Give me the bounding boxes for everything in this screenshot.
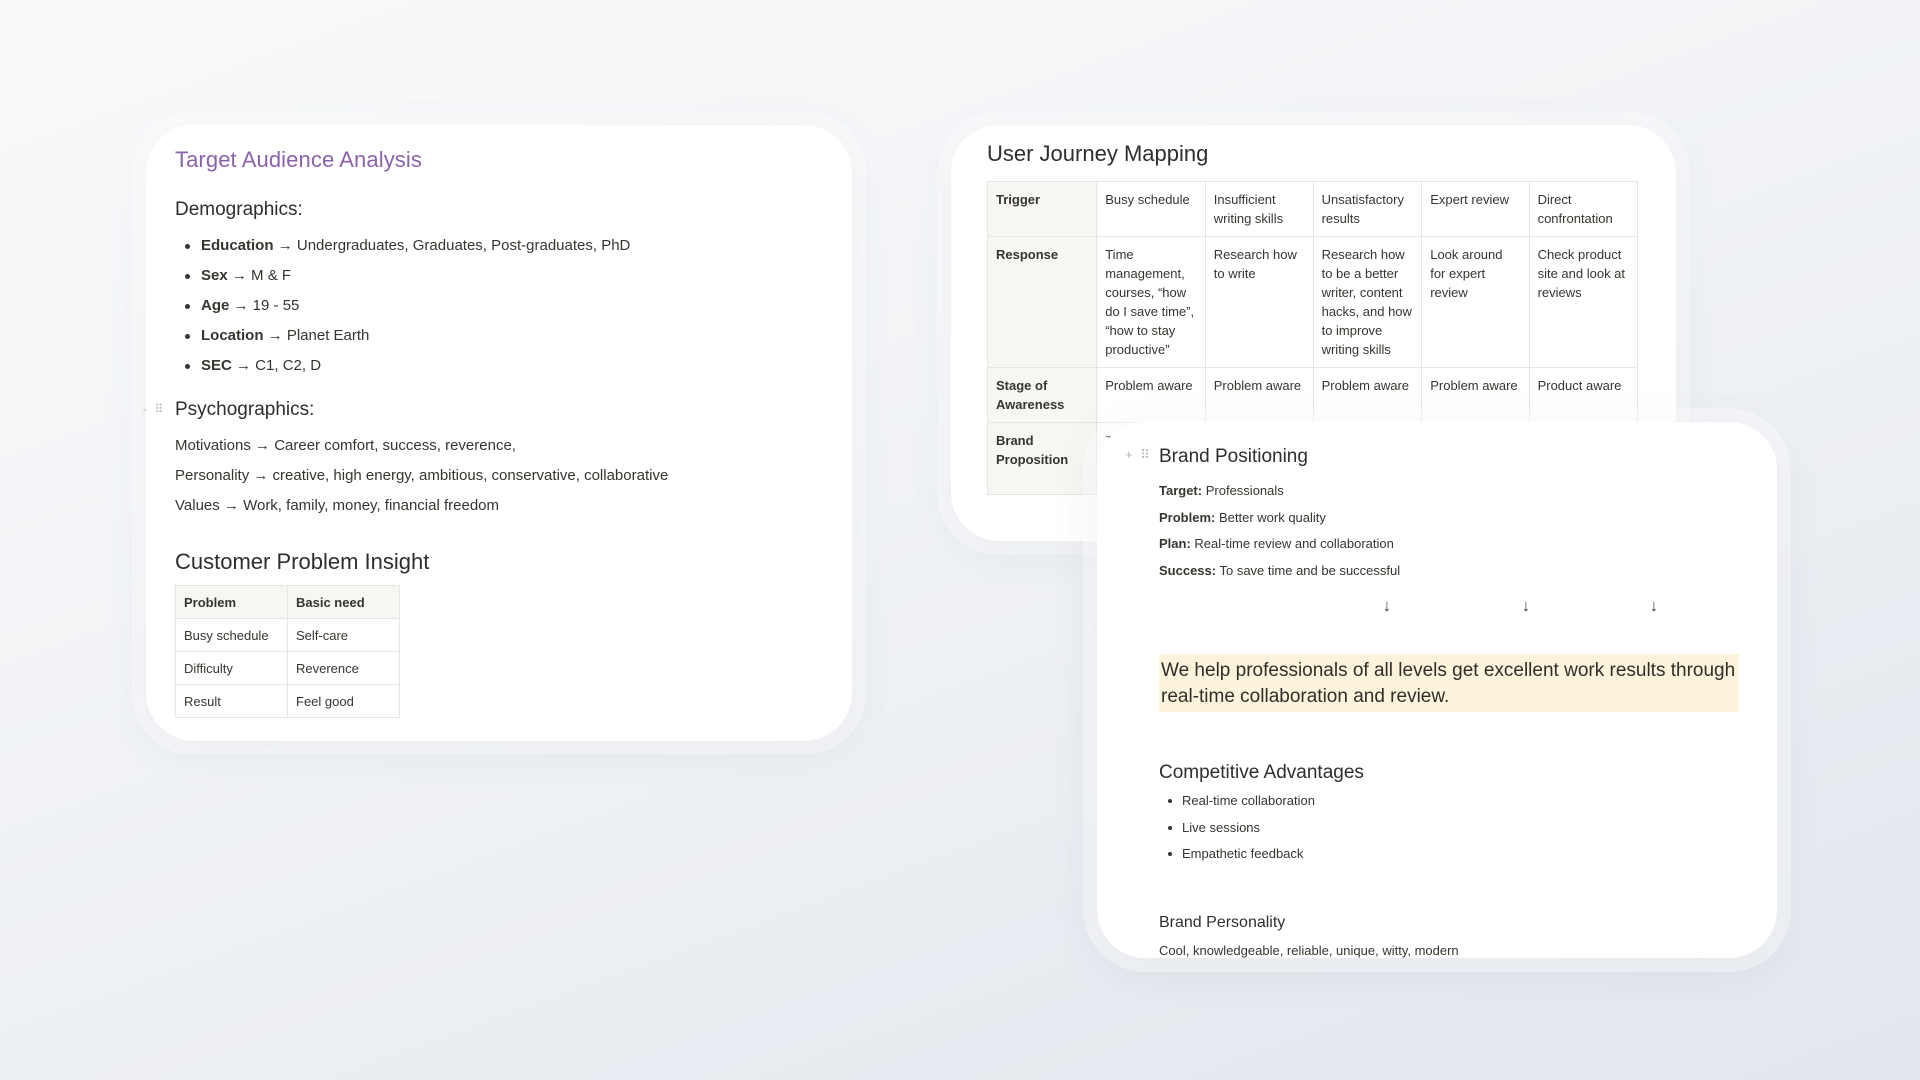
- table-cell: Look around for expert review: [1422, 237, 1529, 368]
- list-item: Real-time collaboration: [1182, 788, 1739, 815]
- column-header: Basic need: [288, 586, 400, 619]
- target-field: Target: Professionals: [1159, 483, 1284, 498]
- table-row: [176, 619, 400, 652]
- table-cell: Research how to write: [1205, 237, 1313, 368]
- brand-personality-heading: Brand Personality: [1159, 913, 1286, 931]
- plus-icon[interactable]: +: [1125, 447, 1135, 462]
- drag-handle-icon[interactable]: ⠿: [1140, 447, 1152, 462]
- arrow-down-icon: ↓: [1650, 598, 1658, 615]
- table-header-row: [176, 586, 400, 619]
- problem-need-table: [175, 585, 400, 718]
- journey-title: User Journey Mapping: [987, 141, 1209, 166]
- values-line: Values → Work, family, money, financial freedom: [175, 497, 500, 514]
- positioning-statement: We help professionals of all levels get excellent work results through real-time collaboration and review.: [1159, 654, 1739, 712]
- table-cell: Time management, courses, “how do I save time”, “how to stay productive”: [1097, 237, 1206, 368]
- demographics-heading: Demographics:: [175, 199, 303, 220]
- column-header: Problem: [176, 586, 288, 619]
- competitive-advantages-heading: Competitive Advantages: [1159, 762, 1364, 783]
- brand-personality-text: Cool, knowledgeable, reliable, unique, witty, modern: [1159, 942, 1459, 958]
- psychographics-heading: - ⠿ Psychographics:: [143, 399, 315, 420]
- list-item: Age → 19 - 55: [201, 291, 824, 321]
- table-cell: Busy schedule: [176, 619, 288, 652]
- personality-line: Personality → creative, high energy, ambitious, conservative, collaborative: [175, 467, 669, 484]
- list-item: Empathetic feedback: [1182, 841, 1739, 868]
- table-cell: Difficulty: [176, 652, 288, 685]
- plan-field: Plan: Real-time review and collaboration: [1159, 536, 1394, 551]
- table-cell: Problem aware: [1097, 368, 1206, 423]
- table-cell: Problem aware: [1313, 368, 1422, 423]
- list-item: Location → Planet Earth: [201, 321, 824, 351]
- demographics-list: [175, 231, 824, 381]
- list-item: Sex → M & F: [201, 261, 824, 291]
- list-item: Education → Undergraduates, Graduates, Post-graduates, PhD: [201, 231, 824, 261]
- table-cell: Direct confrontation: [1529, 182, 1637, 237]
- list-item: Live sessions: [1182, 815, 1739, 842]
- table-cell: Research how to be a better writer, content hacks, and how to improve writing skills: [1313, 237, 1422, 368]
- brand-positioning-card: [1097, 422, 1777, 958]
- table-cell: Check product site and look at reviews: [1529, 237, 1637, 368]
- table-cell: Expert review: [1422, 182, 1529, 237]
- row-header: Brand Proposition: [988, 423, 1097, 495]
- table-cell: Result: [176, 685, 288, 718]
- advantages-list: [1159, 788, 1739, 868]
- table-cell: Product aware: [1529, 368, 1637, 423]
- list-item: SEC → C1, C2, D: [201, 351, 824, 381]
- table-cell: Reverence: [288, 652, 400, 685]
- table-row: [176, 652, 400, 685]
- brand-positioning-heading: + ⠿ Brand Positioning: [1125, 446, 1308, 467]
- row-header: Trigger: [988, 182, 1097, 237]
- table-row: [176, 685, 400, 718]
- row-header: Stage of Awareness: [988, 368, 1097, 423]
- success-field: Success: To save time and be successful: [1159, 562, 1401, 578]
- drag-handle-icon[interactable]: - ⠿: [143, 402, 166, 416]
- arrow-down-icon: ↓: [1522, 598, 1530, 615]
- problem-field: Problem: Better work quality: [1159, 509, 1326, 525]
- arrow-row: [1159, 598, 1739, 634]
- motivations-line: Motivations → Career comfort, success, reverence,: [175, 437, 516, 454]
- table-cell: Busy schedule: [1097, 182, 1206, 237]
- table-row: [988, 237, 1638, 368]
- table-cell: Self-care: [288, 619, 400, 652]
- arrow-down-icon: ↓: [1383, 598, 1391, 615]
- table-row: [988, 368, 1638, 423]
- table-cell: Insufficient writing skills: [1205, 182, 1313, 237]
- customer-problem-heading: Customer Problem Insight: [175, 549, 430, 574]
- table-row: [988, 182, 1638, 237]
- table-cell: Problem aware: [1422, 368, 1529, 423]
- table-cell: Unsatisfactory results: [1313, 182, 1422, 237]
- target-audience-card: [143, 125, 852, 741]
- row-header: Response: [988, 237, 1097, 368]
- page-title: Target Audience Analysis: [175, 147, 422, 172]
- table-cell: Feel good: [288, 685, 400, 718]
- table-cell: Problem aware: [1205, 368, 1313, 423]
